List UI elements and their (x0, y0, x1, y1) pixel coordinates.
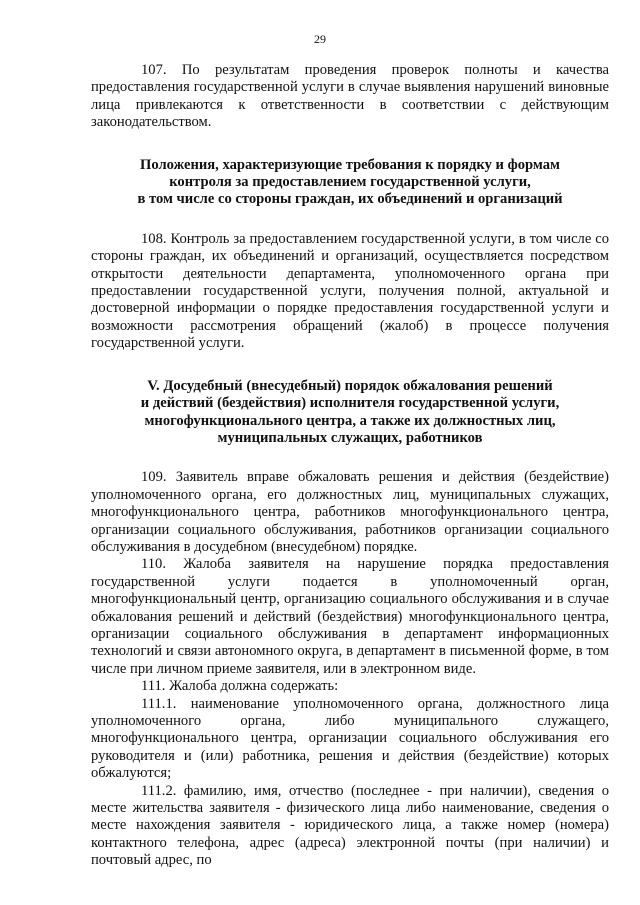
paragraph-111-1: 111.1. наименование уполномоченного органа, должностного лица уполномоченного органа, либо муниципального служащего, многофункционального центра, организации социального обслуживания его руководителя и (или) работника, решения и действия (бездействие) которых обжалуются; (91, 695, 609, 782)
paragraph-109: 109. Заявитель вправе обжаловать решения и действия (бездействие) уполномоченного органа, его должностных лиц, муниципальных служащих, многофункционального центра, работников многофункционального центра, организации социального обслуживания, работников организации социального обслуживания в досудебном (внесудебном) порядке. (91, 469, 609, 555)
heading-line: Положения, характеризующие требования к порядку и формам (140, 156, 560, 173)
page-content (91, 62, 609, 870)
heading-line: в том числе со стороны граждан, их объединений и организаций (137, 191, 563, 208)
heading-line: контроля за предоставлением государственной услуги, (169, 174, 531, 191)
heading-line: и действий (бездействия) исполнителя государственной услуги, (140, 395, 560, 412)
heading-line: V. Досудебный (внесудебный) порядок обжалования решений (147, 377, 553, 394)
page-number: 29 (314, 32, 326, 46)
heading-line: муниципальных служащих, работников (217, 429, 483, 446)
paragraph-111: 111. Жалоба должна содержать: (141, 678, 339, 695)
paragraph-107: 107. По результатам проведения проверок полноты и качества предоставления государственной услуги в случае выявления нарушений виновные лица привлекаются к ответственности в соответствии с действующим законодательством. (91, 62, 609, 131)
paragraph-111-2: 111.2. фамилию, имя, отчество (последнее - при наличии), сведения о месте жительства заявителя - физического лица либо наименование, сведения о месте нахождения заявителя - юридического лица, а также номер (номера) контактного телефона, адрес (адреса) электронной почты (при наличии) и почтовый адрес, по (91, 782, 609, 869)
heading-line: многофункционального центра, а также их должностных лиц, (144, 412, 556, 429)
heading-section-v (91, 378, 609, 448)
paragraph-108: 108. Контроль за предоставлением государственной услуги, в том числе со стороны граждан, их объединений и организаций, осуществляется посредством открытости деятельности департамента, уполномоченного органа при предоставлении государственной услуги, получения полной, актуальной и достоверной информации о порядке предоставления государственной услуги и возможности рассмотрения обращений (жалоб) в процессе получения государственной услуги. (91, 230, 609, 352)
paragraph-110: 110. Жалоба заявителя на нарушение порядка предоставления государственной услуги подается в уполномоченный орган, многофункциональный центр, организацию социального обслуживания и в случае обжалования решений и действий (бездействия) многофункционального центра, организации социального обслуживания в департамент информационных технологий и связи автономного округа, в департамент в письменной форме, в том числе при личном приеме заявителя, или в электронном виде. (91, 556, 609, 677)
heading-control-requirements (91, 157, 609, 209)
